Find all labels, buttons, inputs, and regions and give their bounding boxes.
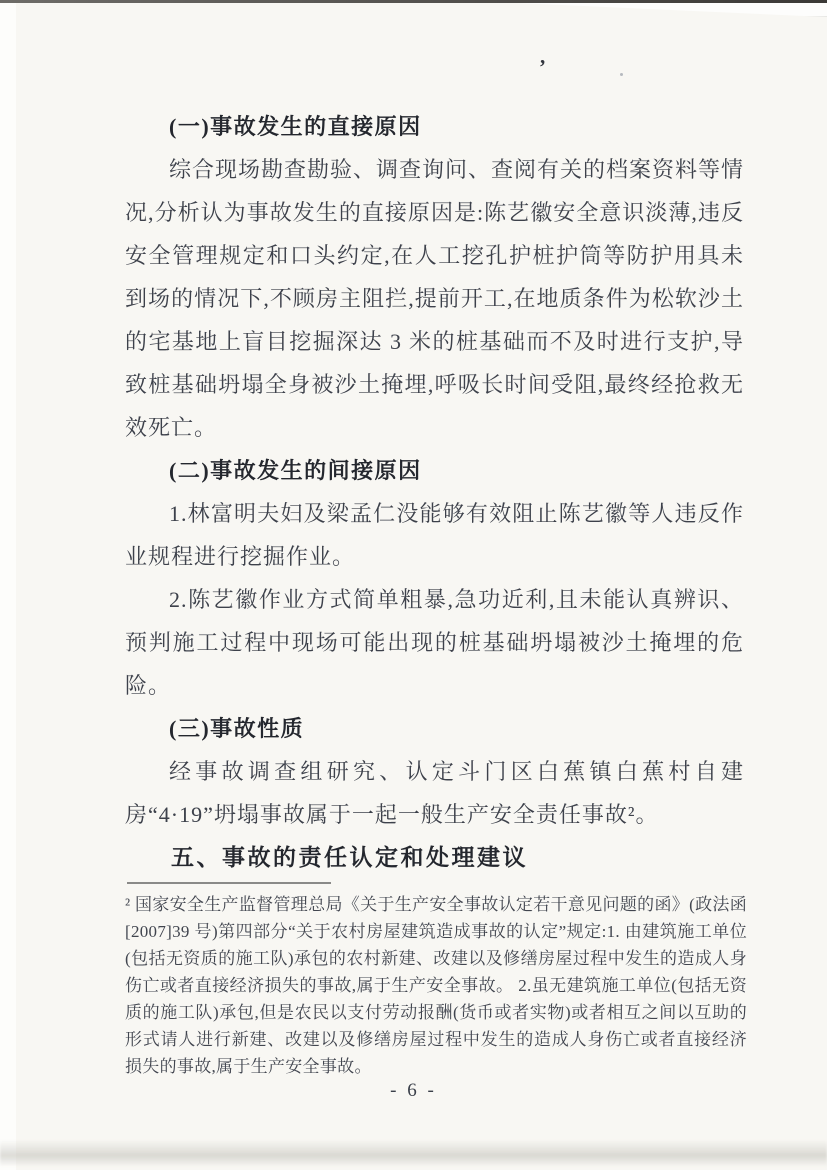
paragraph-direct-cause: 综合现场勘查勘验、调查询问、查阅有关的档案资料等情况,分析认为事故发生的直接原因是:陈艺徽安全意识淡薄,违反安全管理规定和口头约定,在人工挖孔护桩护筒等防护用具未到场的情况下,不顾房主阻拦,提前开工,在地质条件为松软沙土的宅基地上盲目挖掘深达 3 米的桩基础而不及时进行支护,导致桩基础坍塌全身被沙土掩埋,呼吸长时间受阻,最终经抢救无效死亡。: [125, 157, 745, 440]
section-heading-indirect-cause: (二)事故发生的间接原因: [169, 458, 422, 483]
scan-left-edge: [0, 0, 16, 1170]
page-number: - 6 -: [390, 1080, 437, 1101]
paragraph-accident-nature: 经事故调查组研究、认定斗门区白蕉镇白蕉村自建房“4·19”坍塌事故属于一起一般生产安全责任事故²。: [125, 759, 744, 827]
footnote-separator: [127, 882, 331, 884]
paragraph-indirect-cause-2: 2.陈艺徽作业方式简单粗暴,急功近利,且未能认真辨识、预判施工过程中现场可能出现的桩基础坍塌被沙土掩埋的危险。: [125, 587, 744, 698]
document-body: [125, 105, 744, 879]
section-heading-accident-nature: (三)事故性质: [169, 716, 305, 741]
scan-bottom-shadow: [0, 1140, 827, 1166]
section-heading-direct-cause: (一)事故发生的直接原因: [169, 114, 422, 139]
footnote-text: ² 国家安全生产监督管理总局《关于生产安全事故认定若干意见问题的函》(政法函[2007]39 号)第四部分“关于农村房屋建筑造成事故的认定”规定:1. 由建筑施工单位(包括无资质的施工队)承包的农村新建、改建以及修缮房屋过程中发生的造成人身伤亡或者直接经济损失的事故,属于生产安全事故。 2.虽无建筑施工单位(包括无资质的施工队)承包,但是农民以支付劳动报酬(货币或者实物)或者相互之间以互助的形式请人进行新建、改建以及修缮房屋过程中发生的造成人身伤亡或者直接经济损失的事故,属于生产安全事故。: [125, 895, 747, 1076]
paragraph-indirect-cause-1: 1.林富明夫妇及梁孟仁没能够有效阻止陈艺徽等人违反作业规程进行挖掘作业。: [125, 501, 744, 569]
scan-speck: [620, 73, 623, 76]
scan-corner-artifact: [517, 3, 827, 17]
scan-top-edge: [0, 0, 827, 3]
section-heading-responsibility: 五、事故的责任认定和处理建议: [171, 844, 528, 870]
stray-ink-mark: ,: [540, 44, 546, 68]
